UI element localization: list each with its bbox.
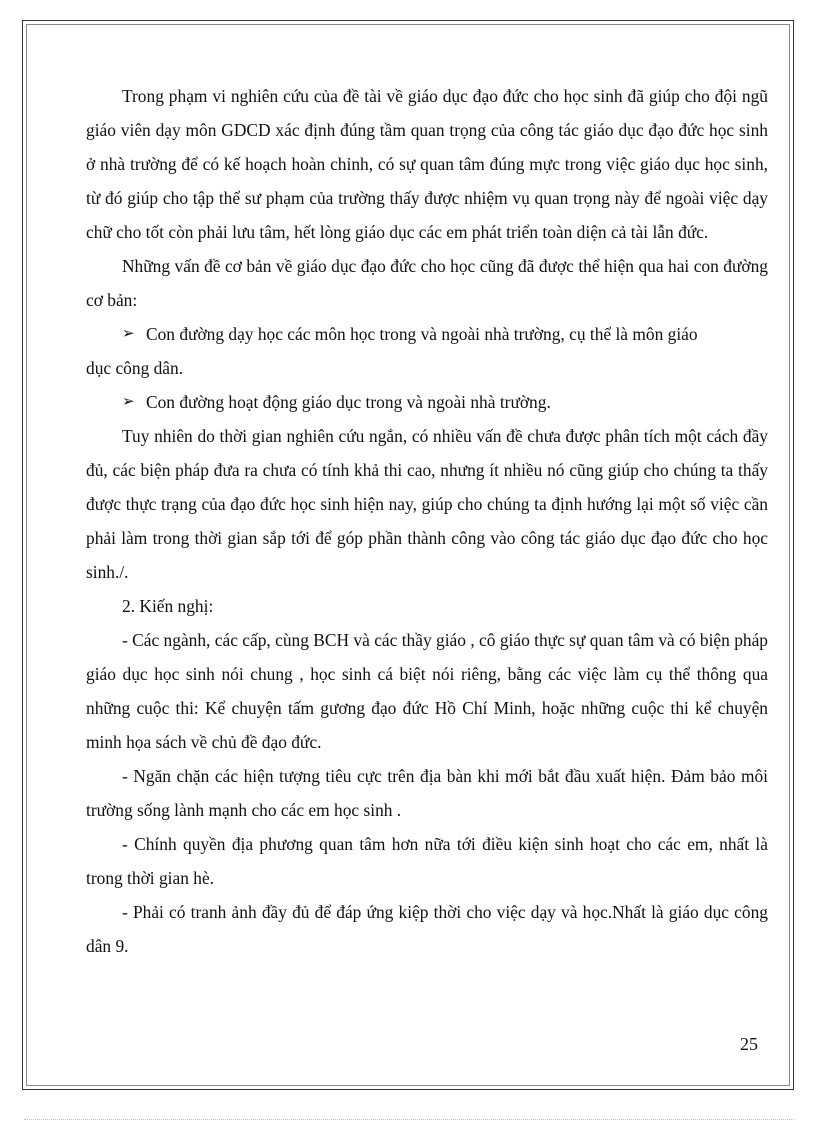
dotted-footer-rule [24,1119,794,1121]
arrowhead-bullet-icon: ➢ [122,326,135,342]
bullet-text-continued: dục công dân. [86,358,184,378]
page-number: 25 [740,1034,758,1054]
paragraph-limitations: Tuy nhiên do thời gian nghiên cứu ngắn, có nhiều vấn đề chưa được phân tích một cách đầy đủ, các biện pháp đưa ra chưa có tính khả thi cao, nhưng ít nhiều nó cũng giúp cho chúng ta thấy được thực trạng của đạo đức học sinh hiện nay, giúp cho chúng ta định hướng lại một số việc cần phải làm trong thời gian sắp tới để góp phần thành công vào công tác giáo dục đạo đức cho học sinh./. [86,426,768,582]
recommendation-item: - Chính quyền địa phương quan tâm hơn nữa tới điều kiện sinh hoạt cho các em, nhất là trong thời gian hè. [86,834,768,888]
bullet-item-teaching-path [86,317,768,385]
bullet-item-activity-path [86,385,768,419]
recommendation-item: - Phải có tranh ảnh đầy đủ để đáp ứng kiệp thời cho việc dạy và học.Nhất là giáo dục công dân 9. [86,902,768,956]
bullet-text: Con đường hoạt động giáo dục trong và ngoài nhà trường. [146,392,551,412]
paragraph-basic-paths: Những vấn đề cơ bản về giáo dục đạo đức cho học cũng đã được thể hiện qua hai con đường cơ bản: [86,256,768,310]
paragraph-summary: Trong phạm vi nghiên cứu của đề tài về giáo dục đạo đức cho học sinh đã giúp cho đội ngũ giáo viên dạy môn GDCD xác định đúng tầm quan trọng của công tác giáo dục đạo đức học sinh ở nhà trường để có kế hoạch hoàn chỉnh, có sự quan tâm đúng mực trong việc giáo dục học sinh, từ đó giúp cho tập thể sư phạm của trường thấy được nhiệm vụ quan trọng này để ngoài việc dạy chữ cho tốt còn phải lưu tâm, hết lòng giáo dục các em phát triển toàn diện cả tài lẫn đức. [86,86,768,242]
arrowhead-bullet-icon: ➢ [122,394,135,410]
recommendation-item: - Ngăn chặn các hiện tượng tiêu cực trên địa bàn khi mới bắt đầu xuất hiện. Đảm bảo môi trường sống lành mạnh cho các em học sinh . [86,766,768,820]
bullet-text: Con đường dạy học các môn học trong và ngoài nhà trường, cụ thể là môn giáo [146,324,698,344]
document-body [86,79,768,963]
section-heading-recommendations: 2. Kiến nghị: [122,596,214,616]
recommendation-item: - Các ngành, các cấp, cùng BCH và các thầy giáo , cô giáo thực sự quan tâm và có biện pháp giáo dục học sinh nói chung , học sinh cá biệt nói riêng, bằng các việc làm cụ thể thông qua những cuộc thi: Kể chuyện tấm gương đạo đức Hồ Chí Minh, hoặc những cuộc thi kể chuyện minh họa sách về chủ đề đạo đức. [86,630,768,752]
